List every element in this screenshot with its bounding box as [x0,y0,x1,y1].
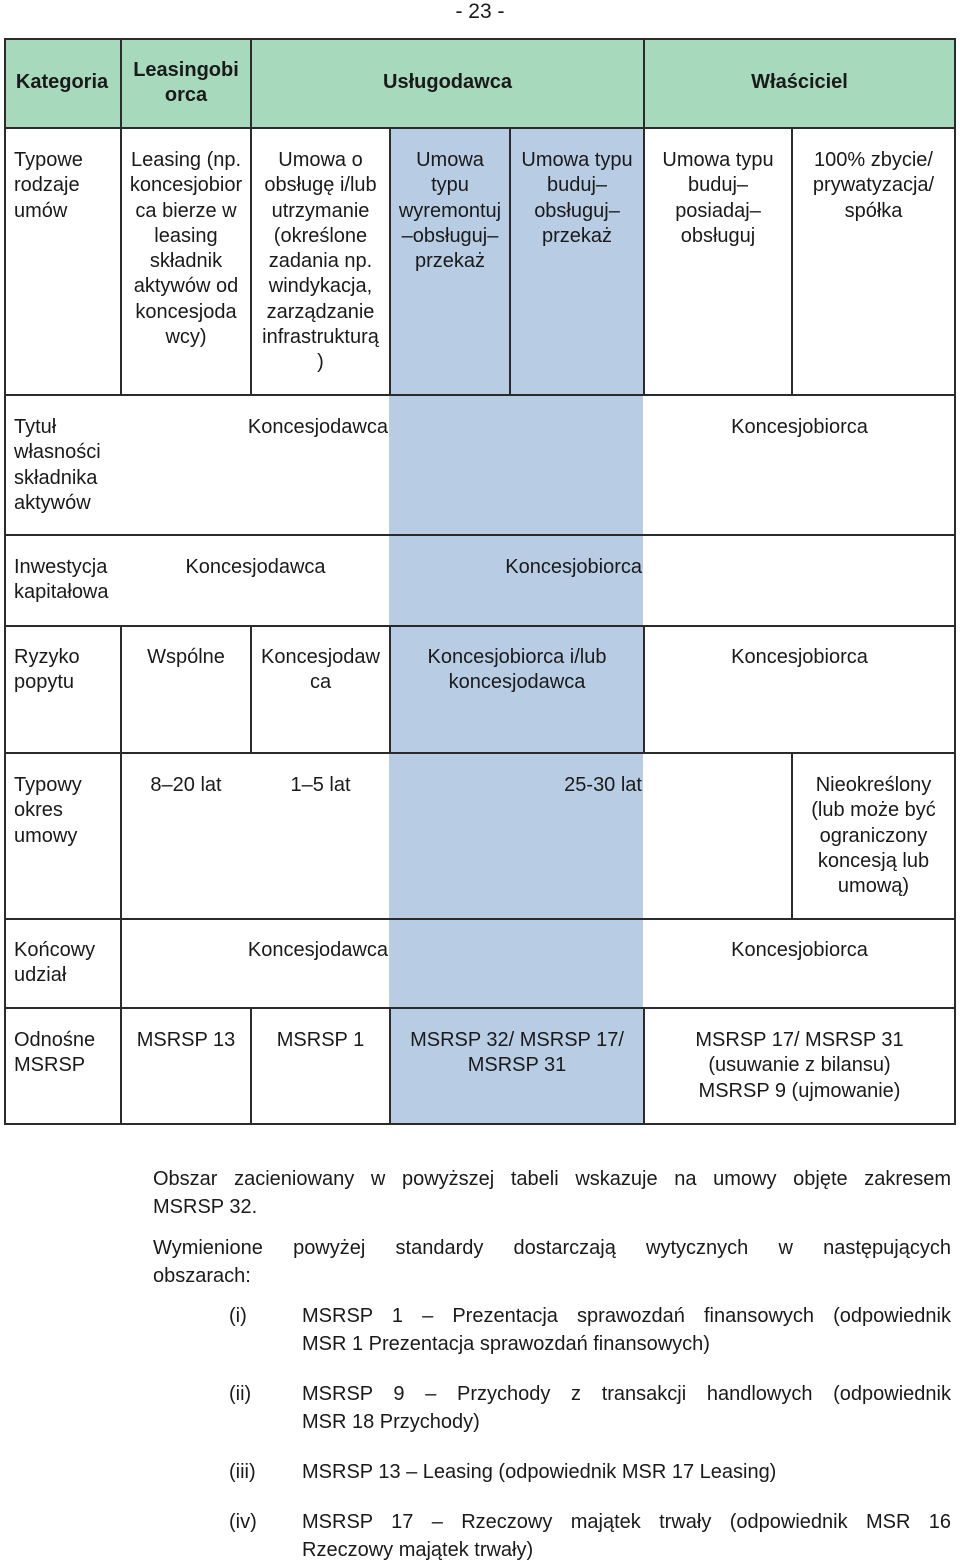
cell-inwestycja-koncesjodawca: Koncesjodawca [185,556,326,578]
row-label-tytul: Tytuł własności składnika aktywów [14,416,101,514]
row-label-msrsp: Odnośne MSRSP [14,1029,96,1077]
cell-leasing: Leasing (np. koncesjobior ca bierze w leasing składnik aktywów od koncesjoda wcy) [129,149,243,349]
cell-koncowy-koncesjodawca: Koncesjodawca [247,939,388,961]
concession-table [4,38,956,1126]
page-number: - 23 - [455,0,505,23]
cell-msrsp-32: MSRSP 32/ MSRSP 17/ MSRSP 31 [410,1029,624,1077]
paragraph-standards-line2: obszarach: [153,1265,251,1287]
list-marker-i: (i) [229,1305,247,1327]
cell-msrsp-1: MSRSP 1 [276,1029,365,1051]
cell-zbycie: 100% zbycie/ prywatyzacja/ spółka [812,149,935,222]
paragraph-standards-line1: Wymienione powyżej standardy dostarczają wytycznych w następujących [153,1237,951,1259]
cell-bop: Umowa typu buduj– obsługuj– przekaż [521,149,633,247]
row-label-inwestycja: Inwestycja kapitałowa [14,556,109,604]
list-item-ii-line2: MSR 18 Przychody) [302,1411,480,1433]
cell-tytul-koncesjobiorca: Koncesjobiorca [731,416,868,438]
list-item-iii-line1: MSRSP 13 – Leasing (odpowiednik MSR 17 Leasing) [302,1461,777,1483]
paragraph-shaded-note-line2: MSRSP 32. [153,1196,258,1218]
cell-inwestycja-koncesjobiorca: Koncesjobiorca [505,556,642,578]
list-marker-iv: (iv) [229,1511,257,1533]
list-marker-iii: (iii) [229,1461,256,1483]
cell-okres-25-30: 25-30 lat [564,774,642,796]
cell-msrsp-17-31-9: MSRSP 17/ MSRSP 31 (usuwanie z bilansu) MSRSP 9 (ujmowanie) [695,1029,904,1102]
list-item-ii-line1: MSRSP 9 – Przychody z transakcji handlowych (odpowiednik [302,1383,951,1405]
cell-ryzyko-koncesjodawca: Koncesjodaw ca [261,646,380,694]
cell-okres-8-20: 8–20 lat [150,774,222,796]
paragraph-shaded-note-line1: Obszar zacieniowany w powyższej tabeli wskazuje na umowy objęte zakresem [153,1168,951,1190]
header-uslugodawca: Usługodawca [383,71,512,93]
cell-ryzyko-mieszane: Koncesjobiorca i/lub koncesjodawca [427,646,607,694]
list-marker-ii: (ii) [229,1383,252,1405]
cell-tytul-koncesjodawca: Koncesjodawca [247,416,388,438]
header-wlasciciel: Właściciel [751,71,848,93]
row-label-typowe: Typowe rodzaje umów [14,149,83,222]
list-item-iv-line2: Rzeczowy majątek trwały) [302,1539,534,1561]
cell-ryzyko-wspolne: Wspólne [147,646,225,668]
list-item-iv-line1: MSRSP 17 – Rzeczowy majątek trwały (odpowiednik MSR 16 [302,1511,951,1533]
cell-msrsp-13: MSRSP 13 [136,1029,236,1051]
cell-okres-1-5: 1–5 lat [290,774,351,796]
row-label-koncowy: Końcowy udział [14,939,96,987]
list-item-i-line2: MSR 1 Prezentacja sprawozdań finansowych) [302,1333,710,1355]
cell-okres-nieokreslony: Nieokreślony (lub może być ograniczony koncesją lub umową) [811,774,936,898]
list-item-i-line1: MSRSP 1 – Prezentacja sprawozdań finansowych (odpowiednik [302,1305,951,1327]
header-leasingobiorca: Leasingobi orca [133,59,239,107]
cell-umowa-obsluge: Umowa o obsługę i/lub utrzymanie (określone zadania np. windykacja, zarządzanie infrastrukturą ) [262,149,379,374]
cell-ryzyko-koncesjobiorca: Koncesjobiorca [731,646,868,668]
cell-bpo: Umowa typu buduj– posiadaj– obsługuj [662,149,774,247]
cell-koncowy-koncesjobiorca: Koncesjobiorca [731,939,868,961]
header-kategoria: Kategoria [15,71,109,93]
row-label-ryzyko: Ryzyko popytu [14,646,80,694]
cell-wyremontuj: Umowa typu wyremontuj –obsługuj– przekaż [398,149,502,273]
row-label-okres: Typowy okres umowy [14,774,82,847]
